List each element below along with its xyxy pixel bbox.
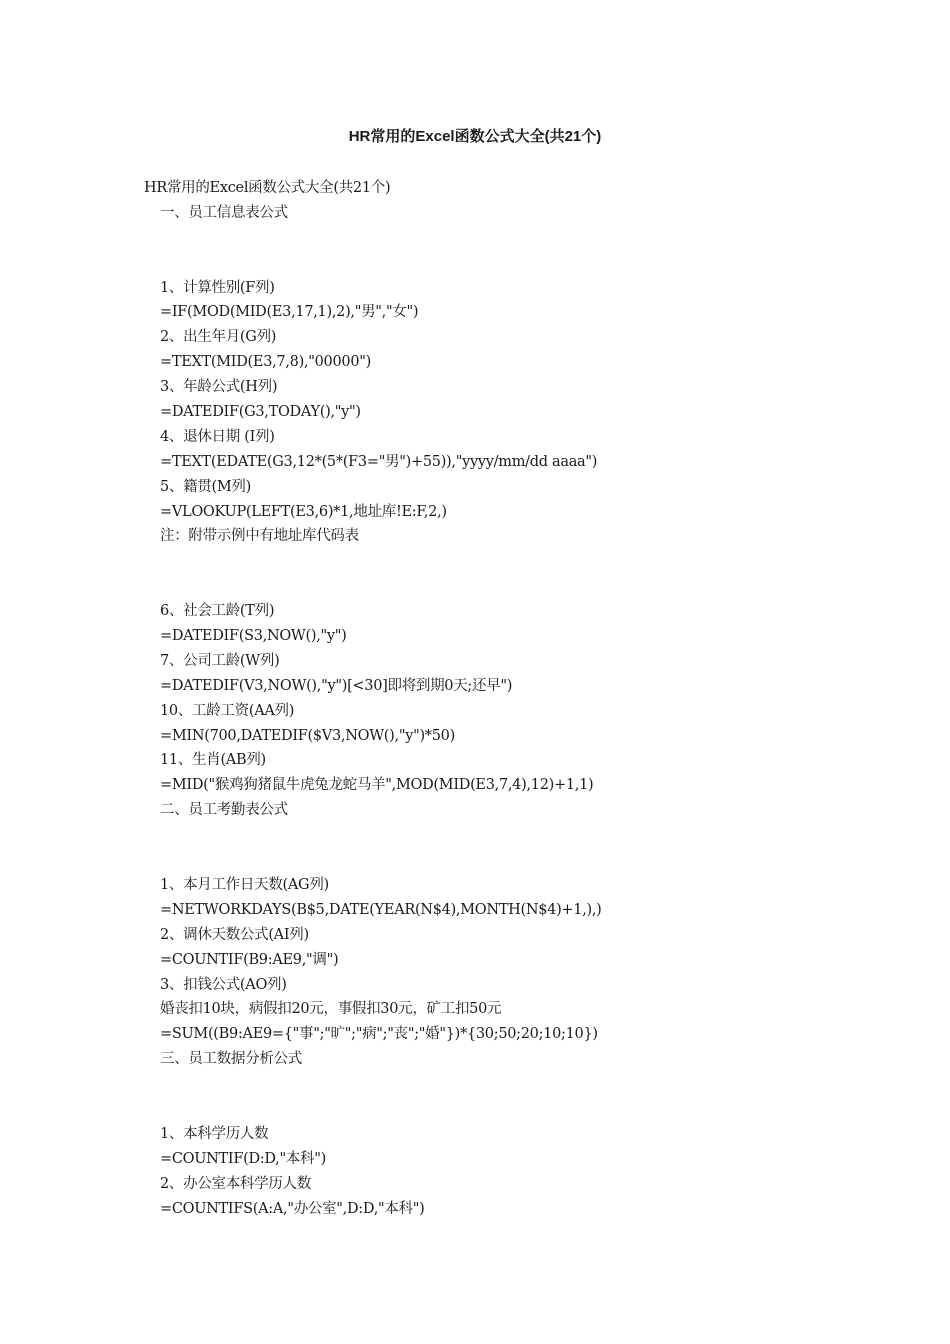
text-line: 2、办公室本科学历人数: [160, 1175, 311, 1192]
text-line: =SUM((B9:AE9={"事";"旷";"病";"丧";"婚"})*{30;50;20;10;10}): [160, 1026, 598, 1043]
blank-line: [144, 823, 844, 848]
text-line: 7、公司工龄(W列): [160, 652, 280, 669]
blank-line: [144, 574, 844, 599]
text-line: =TEXT(MID(E3,7,8),"00000"): [160, 354, 371, 371]
blank-line: [144, 226, 844, 251]
text-line: HR常用的Excel函数公式大全(共21个): [144, 180, 391, 196]
text-line: 10、工龄工资(AA列): [160, 702, 295, 719]
document-body: [144, 176, 844, 1221]
blank-line: [144, 251, 844, 276]
page-title: HR常用的Excel函数公式大全(共21个): [348, 128, 602, 145]
text-line: 注：附带示例中有地址库代码表: [160, 528, 359, 545]
text-line: 婚丧扣10块，病假扣20元，事假扣30元，矿工扣50元: [160, 1001, 502, 1018]
blank-line: [144, 848, 844, 873]
text-line: 5、籍贯(M列): [160, 478, 251, 495]
text-line: =TEXT(EDATE(G3,12*(5*(F3="男")+55)),"yyyy/mm/dd aaaa"): [160, 453, 598, 470]
text-line: 1、本科学历人数: [160, 1125, 269, 1142]
text-line: 3、年龄公式(H列): [160, 379, 278, 396]
text-line: =DATEDIF(G3,TODAY(),"y"): [160, 404, 361, 421]
blank-line: [144, 549, 844, 574]
text-line: =IF(MOD(MID(E3,17,1),2),"男","女"): [160, 304, 419, 321]
text-line: 三、员工数据分析公式: [160, 1051, 302, 1068]
blank-line: [144, 1072, 844, 1097]
text-line: =NETWORKDAYS(B$5,DATE(YEAR(N$4),MONTH(N$4)+1,),): [160, 901, 602, 918]
text-line: =COUNTIF(B9:AE9,"调"): [160, 951, 339, 968]
text-line: 11、生肖(AB列): [160, 752, 266, 769]
blank-line: [144, 1097, 844, 1122]
text-line: 1、计算性别(F列): [160, 279, 275, 296]
text-line: =VLOOKUP(LEFT(E3,6)*1,地址库!E:F,2,): [160, 503, 447, 520]
text-line: =COUNTIFS(A:A,"办公室",D:D,"本科"): [160, 1200, 425, 1217]
text-line: 二、员工考勤表公式: [160, 802, 288, 819]
text-line: 2、出生年月(G列): [160, 329, 277, 346]
text-line: =MIN(700,DATEDIF($V3,NOW(),"y")*50): [160, 727, 455, 744]
text-line: =DATEDIF(V3,NOW(),"y")[<30]即将到期0天;还早"): [160, 677, 513, 694]
text-line: =DATEDIF(S3,NOW(),"y"): [160, 628, 347, 645]
text-line: 3、扣钱公式(AO列): [160, 976, 287, 993]
text-line: 一、员工信息表公式: [160, 204, 288, 221]
text-line: 2、调休天数公式(AI列): [160, 926, 309, 943]
text-line: 4、退休日期 (I列): [160, 428, 275, 445]
text-line: =COUNTIF(D:D,"本科"): [160, 1150, 326, 1167]
text-line: 1、本月工作日天数(AG列): [160, 876, 329, 893]
text-line: 6、社会工龄(T列): [160, 603, 275, 620]
text-line: =MID("猴鸡狗猪鼠牛虎兔龙蛇马羊",MOD(MID(E3,7,4),12)+1,1): [160, 777, 594, 794]
